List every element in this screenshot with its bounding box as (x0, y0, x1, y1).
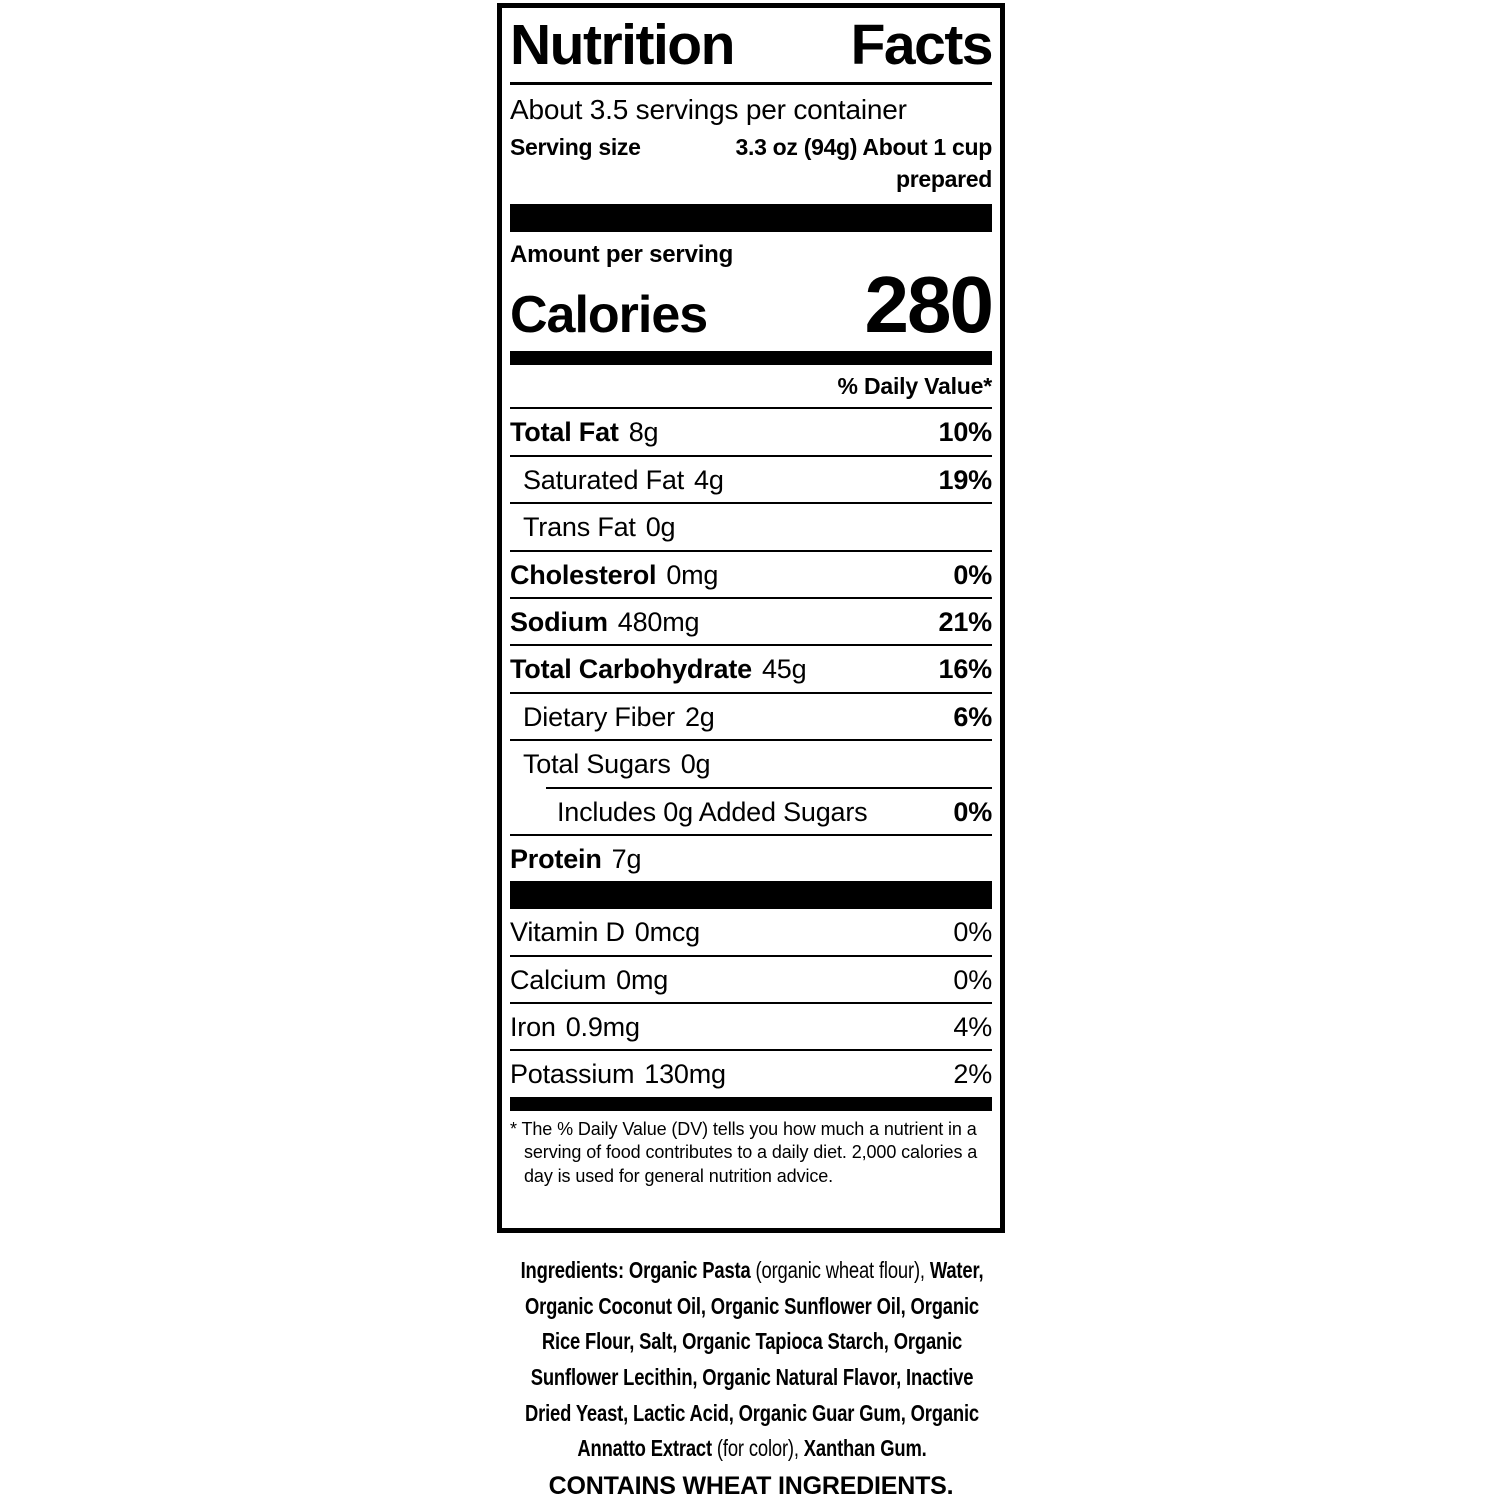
ingredients-segment: (organic wheat flour), (755, 1257, 925, 1283)
nutrient-daily-value: 21% (938, 606, 992, 637)
nutrient-name-and-amount (510, 1058, 726, 1090)
nutrient-name: Trans Fat (523, 512, 636, 543)
vitamin-row (510, 1002, 992, 1049)
calories-value: 280 (864, 260, 992, 350)
daily-value-header: % Daily Value* (510, 365, 992, 409)
serving-size-value: 3.3 oz (94g) About 1 cup prepared (735, 134, 992, 193)
serving-size-label: Serving size (510, 134, 641, 161)
nutrient-daily-value: 2% (953, 1059, 992, 1090)
nutrient-amount: 7g (611, 843, 642, 874)
title-word: Nutrition (510, 13, 734, 77)
nutrient-name-and-amount (510, 964, 668, 996)
nutrient-row (510, 644, 992, 691)
ingredients-statement (514, 1253, 991, 1467)
nutrient-row (510, 502, 992, 549)
nutrient-name: Calcium (510, 964, 607, 995)
calories-label: Calories (510, 286, 708, 345)
nutrient-name-and-amount (510, 653, 806, 685)
nutrient-name: Includes 0g Added Sugars (557, 796, 868, 827)
nutrient-daily-value: 0% (953, 559, 992, 590)
nutrient-amount: 8g (628, 417, 659, 448)
nutrient-amount: 0mg (616, 964, 669, 995)
ingredients-segment: Ingredients: Organic Pasta (520, 1257, 756, 1283)
nutrient-name-and-amount (510, 606, 699, 638)
ingredients-segment: Water, Organic Coconut Oil, Organic Sunflower Oil, Organic Rice Flour, Salt, Organic Tapioca Starch, Organic Sunflower Lecithin, Organic Natural Flavor, Inactive Dried Yeast, Lactic Acid, Organic Guar Gum, Organic Annatto Extract (524, 1257, 984, 1462)
nutrient-daily-value: 4% (953, 1012, 992, 1043)
vitamin-rows (510, 909, 992, 1097)
nutrient-amount: 480mg (617, 606, 700, 637)
nutrient-daily-value: 0% (953, 796, 992, 827)
serving-size-row (510, 131, 992, 195)
nutrient-row (510, 692, 992, 739)
nutrient-amount: 0g (645, 512, 676, 543)
nutrient-name: Total Sugars (523, 749, 671, 780)
amount-per-serving-label: Amount per serving (510, 241, 734, 269)
nutrient-name-and-amount (510, 1011, 640, 1043)
header-thick-bar (510, 204, 992, 232)
nutrition-facts-title (510, 14, 992, 78)
nutrition-facts-label (497, 3, 1005, 1233)
nutrient-daily-value: 6% (953, 701, 992, 732)
nutrient-amount: 4g (694, 464, 724, 495)
nutrient-name: Protein (510, 843, 602, 874)
nutrient-name: Potassium (510, 1059, 635, 1090)
vitamin-row (510, 909, 992, 954)
calories-row (510, 260, 992, 350)
nutrient-name: Cholesterol (510, 559, 657, 590)
nutrient-row (546, 787, 992, 834)
nutrient-name-and-amount (510, 511, 675, 543)
nutrient-row (510, 409, 992, 454)
servings-per-container: About 3.5 servings per container (510, 93, 907, 125)
title-word: Facts (850, 13, 992, 77)
nutrient-name-and-amount (510, 464, 724, 496)
nutrient-amount: 0mg (666, 559, 719, 590)
nutrient-name: Vitamin D (510, 917, 625, 948)
daily-value-footnote: * The % Daily Value (DV) tells you how much a nutrient in a serving of food contributes to a daily diet. 2,000 calories a day is used for general nutrition advice. (510, 1118, 978, 1186)
title-rule (510, 82, 992, 85)
nutrient-name: Saturated Fat (523, 464, 684, 495)
nutrient-daily-value: 19% (938, 464, 992, 495)
calories-separator-bar (510, 351, 992, 365)
nutrient-name: Total Fat (510, 417, 619, 448)
nutrient-name-and-amount (510, 843, 641, 875)
nutrient-amount: 0.9mg (565, 1012, 640, 1043)
nutrient-rows (510, 409, 992, 881)
allergen-statement: CONTAINS WHEAT INGREDIENTS. (548, 1472, 954, 1500)
nutrient-amount: 130mg (644, 1059, 726, 1090)
nutrient-row (510, 597, 992, 644)
nutrient-daily-value: 16% (938, 654, 992, 685)
ingredients-segment: (for color), (716, 1435, 799, 1462)
nutrient-row (510, 455, 992, 502)
nutrient-row (510, 550, 992, 597)
nutrient-name-and-amount (510, 416, 658, 448)
nutrient-name-and-amount (510, 916, 700, 948)
nutrient-daily-value: 10% (938, 417, 992, 448)
vitamins-top-bar (510, 881, 992, 909)
vitamin-row (510, 955, 992, 1002)
vitamin-row (510, 1049, 992, 1096)
nutrient-name-and-amount (510, 701, 715, 733)
nutrient-name: Iron (510, 1012, 556, 1043)
nutrient-name: Sodium (510, 606, 608, 637)
nutrient-amount: 0g (680, 749, 711, 780)
nutrient-row (510, 739, 992, 786)
ingredients-segment: Xanthan Gum. (798, 1435, 927, 1462)
nutrient-amount: 45g (761, 654, 807, 685)
nutrient-daily-value: 0% (953, 964, 992, 995)
nutrient-name-and-amount (510, 559, 718, 591)
nutrient-daily-value: 0% (953, 917, 992, 948)
nutrient-name-and-amount (546, 796, 867, 828)
nutrient-row (510, 834, 992, 881)
nutrient-amount: 2g (684, 701, 715, 732)
vitamins-bottom-bar (510, 1097, 992, 1111)
nutrient-name: Dietary Fiber (523, 701, 675, 732)
nutrient-amount: 0mcg (634, 917, 700, 948)
nutrient-name-and-amount (510, 748, 710, 780)
nutrient-name: Total Carbohydrate (510, 654, 752, 685)
